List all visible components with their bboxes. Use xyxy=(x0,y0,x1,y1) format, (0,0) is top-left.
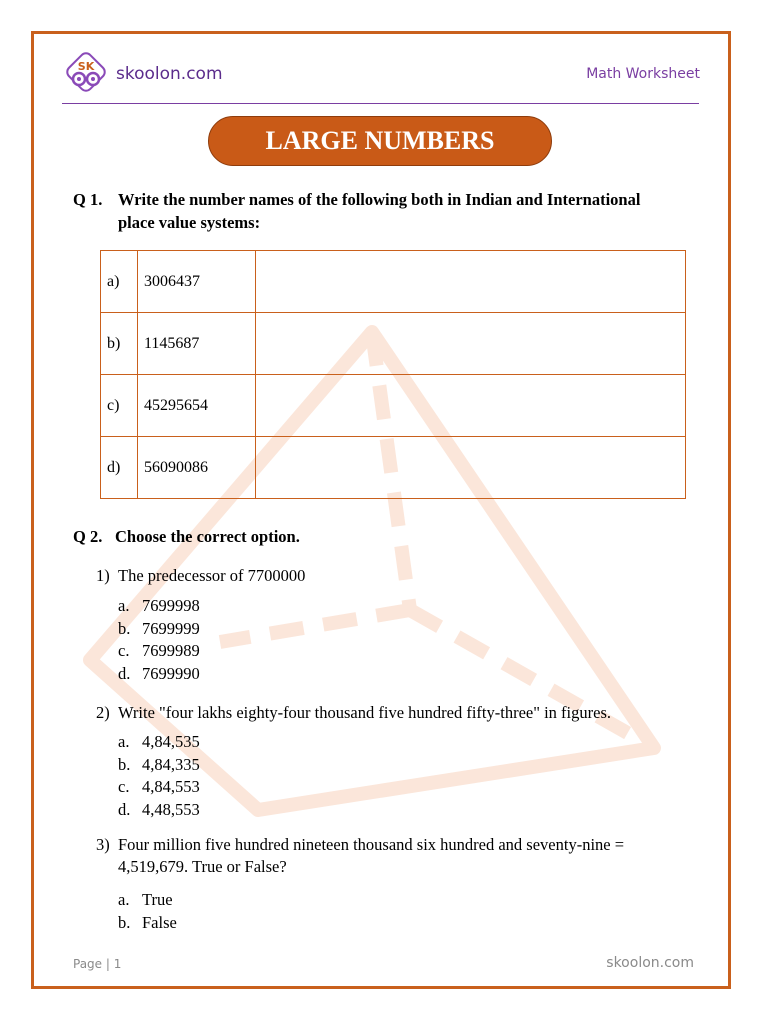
question-2-number: Q 2. xyxy=(73,527,103,546)
row-label: d) xyxy=(101,437,138,499)
row-label: b) xyxy=(101,313,138,375)
row-number: 45295654 xyxy=(138,375,256,437)
question-1-number: Q 1. xyxy=(73,190,103,209)
option[interactable] xyxy=(118,595,200,618)
header-divider xyxy=(62,103,699,104)
option-letter: c. xyxy=(118,777,130,796)
question-2-text: Choose the correct option. xyxy=(115,527,300,546)
option-text: 4,84,553 xyxy=(142,777,200,796)
mcq-item-2 xyxy=(96,703,611,723)
answer-cell[interactable] xyxy=(256,437,686,499)
option-letter: b. xyxy=(118,618,131,638)
item-text: The predecessor of 7700000 xyxy=(118,566,306,585)
table-row xyxy=(101,313,686,375)
option[interactable] xyxy=(118,731,200,754)
page-title: LARGE NUMBERS xyxy=(208,116,552,166)
answer-cell[interactable] xyxy=(256,251,686,313)
option[interactable] xyxy=(118,663,200,686)
row-label: a) xyxy=(101,251,138,313)
page-number: Page | 1 xyxy=(73,957,122,971)
row-number: 1145687 xyxy=(138,313,256,375)
worksheet-type: Math Worksheet xyxy=(586,66,700,82)
option-text: True xyxy=(142,890,173,909)
mcq-options-2 xyxy=(118,731,200,821)
mcq-item-3 xyxy=(96,835,624,855)
mcq-item-1 xyxy=(96,566,305,586)
option-letter: b. xyxy=(118,912,131,932)
logo-letters: SK xyxy=(77,60,95,73)
option-text: 4,48,553 xyxy=(142,799,200,819)
item-number: 3) xyxy=(96,835,110,854)
answer-cell[interactable] xyxy=(256,375,686,437)
option-text: 7699999 xyxy=(142,618,200,638)
option[interactable] xyxy=(118,754,200,777)
item-text: Write "four lakhs eighty-four thousand five hundred fifty-three" in figures. xyxy=(118,703,611,722)
answer-table xyxy=(100,250,686,499)
option[interactable] xyxy=(118,889,177,912)
item-number: 2) xyxy=(96,703,110,722)
footer-site: skoolon.com xyxy=(606,955,694,971)
skoolon-logo-icon xyxy=(62,50,110,96)
question-2 xyxy=(73,527,300,547)
question-1-text-line1: Write the number names of the following both in Indian and International xyxy=(118,190,641,209)
question-1-text-line2: place value systems: xyxy=(118,213,261,232)
option-text: 4,84,535 xyxy=(142,732,200,751)
item-text-line2: 4,519,679. True or False? xyxy=(118,857,287,876)
table-row xyxy=(101,251,686,313)
option-text: 4,84,335 xyxy=(142,754,200,774)
option-text: 7699989 xyxy=(142,641,200,660)
option-letter: a. xyxy=(118,890,130,909)
option-letter: a. xyxy=(118,732,130,751)
item-number: 1) xyxy=(96,566,110,585)
mcq-options-3 xyxy=(118,889,177,934)
mcq-options-1 xyxy=(118,595,200,685)
option-letter: a. xyxy=(118,596,130,615)
option[interactable] xyxy=(118,618,200,641)
question-1 xyxy=(73,190,640,210)
table-row xyxy=(101,375,686,437)
option-letter: b. xyxy=(118,754,131,774)
answer-cell[interactable] xyxy=(256,313,686,375)
row-number: 3006437 xyxy=(138,251,256,313)
row-number: 56090086 xyxy=(138,437,256,499)
brand-name: skoolon.com xyxy=(116,64,223,84)
item-text-line1: Four million five hundred nineteen thousand six hundred and seventy-nine = xyxy=(118,835,625,854)
option-letter: c. xyxy=(118,641,130,660)
option[interactable] xyxy=(118,776,200,799)
option-letter: d. xyxy=(118,663,131,683)
option[interactable] xyxy=(118,799,200,822)
row-label: c) xyxy=(101,375,138,437)
option-text: 7699998 xyxy=(142,596,200,615)
option-text: False xyxy=(142,912,177,932)
option[interactable] xyxy=(118,912,177,935)
option[interactable] xyxy=(118,640,200,663)
table-row xyxy=(101,437,686,499)
option-letter: d. xyxy=(118,799,131,819)
option-text: 7699990 xyxy=(142,663,200,683)
